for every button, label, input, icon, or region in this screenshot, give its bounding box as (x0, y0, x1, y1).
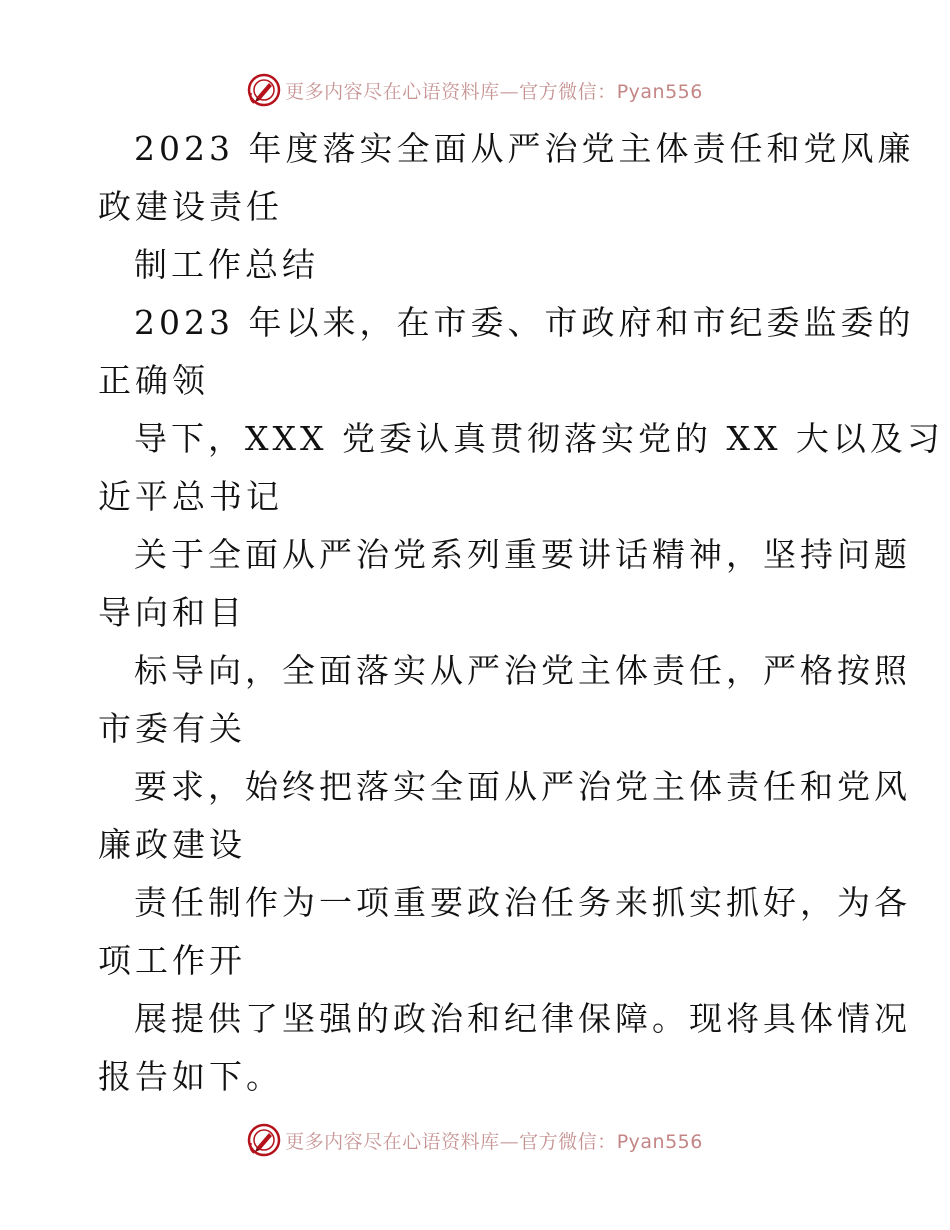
footer-banner-main: 更多内容尽在心语资料库 (285, 1130, 500, 1153)
body-line: 关于全面从严治党系列重要讲话精神，坚持问题 (134, 535, 911, 574)
body-line: 责任制作为一项重要政治任务来抓实抓好，为各 (134, 883, 911, 922)
header-banner-id: Pyan556 (616, 80, 703, 103)
body-line: 近平总书记 (98, 477, 283, 516)
body-line: 制工作总结 (134, 245, 319, 284)
footer-banner-wechat: 官方微信： (519, 1130, 617, 1153)
document-body (98, 120, 944, 1106)
body-line: 标导向，全面落实从严治党主体责任，严格按照 (134, 651, 911, 690)
body-line: 报告如下。 (98, 1057, 283, 1096)
body-line: 要求，始终把落实全面从严治党主体责任和党风 (134, 767, 911, 806)
footer-banner (0, 1120, 950, 1160)
footer-banner-text (285, 1127, 703, 1154)
body-line: 2023 年以来，在市委、市政府和市纪委监委的 (134, 303, 915, 342)
header-banner-wechat: 官方微信： (519, 80, 617, 103)
body-line: 导向和目 (98, 593, 246, 632)
pen-logo-icon (247, 1123, 281, 1157)
pen-logo-icon (247, 73, 281, 107)
body-line: 导下，XXX 党委认真贯彻落实党的 XX 大以及习 (134, 419, 944, 458)
body-line: 政建设责任 (98, 187, 283, 226)
body-line: 正确领 (98, 361, 209, 400)
body-line: 廉政建设 (98, 825, 246, 864)
body-line: 项工作开 (98, 941, 246, 980)
footer-banner-id: Pyan556 (616, 1130, 703, 1153)
footer-banner-sep: — (499, 1130, 520, 1153)
header-banner-main: 更多内容尽在心语资料库 (285, 80, 500, 103)
body-line: 市委有关 (98, 709, 246, 748)
body-line: 2023 年度落实全面从严治党主体责任和党风廉 (134, 129, 915, 168)
header-banner (0, 70, 950, 110)
header-banner-sep: — (499, 80, 520, 103)
header-banner-text (285, 77, 703, 104)
body-line: 展提供了坚强的政治和纪律保障。现将具体情况 (134, 999, 911, 1038)
